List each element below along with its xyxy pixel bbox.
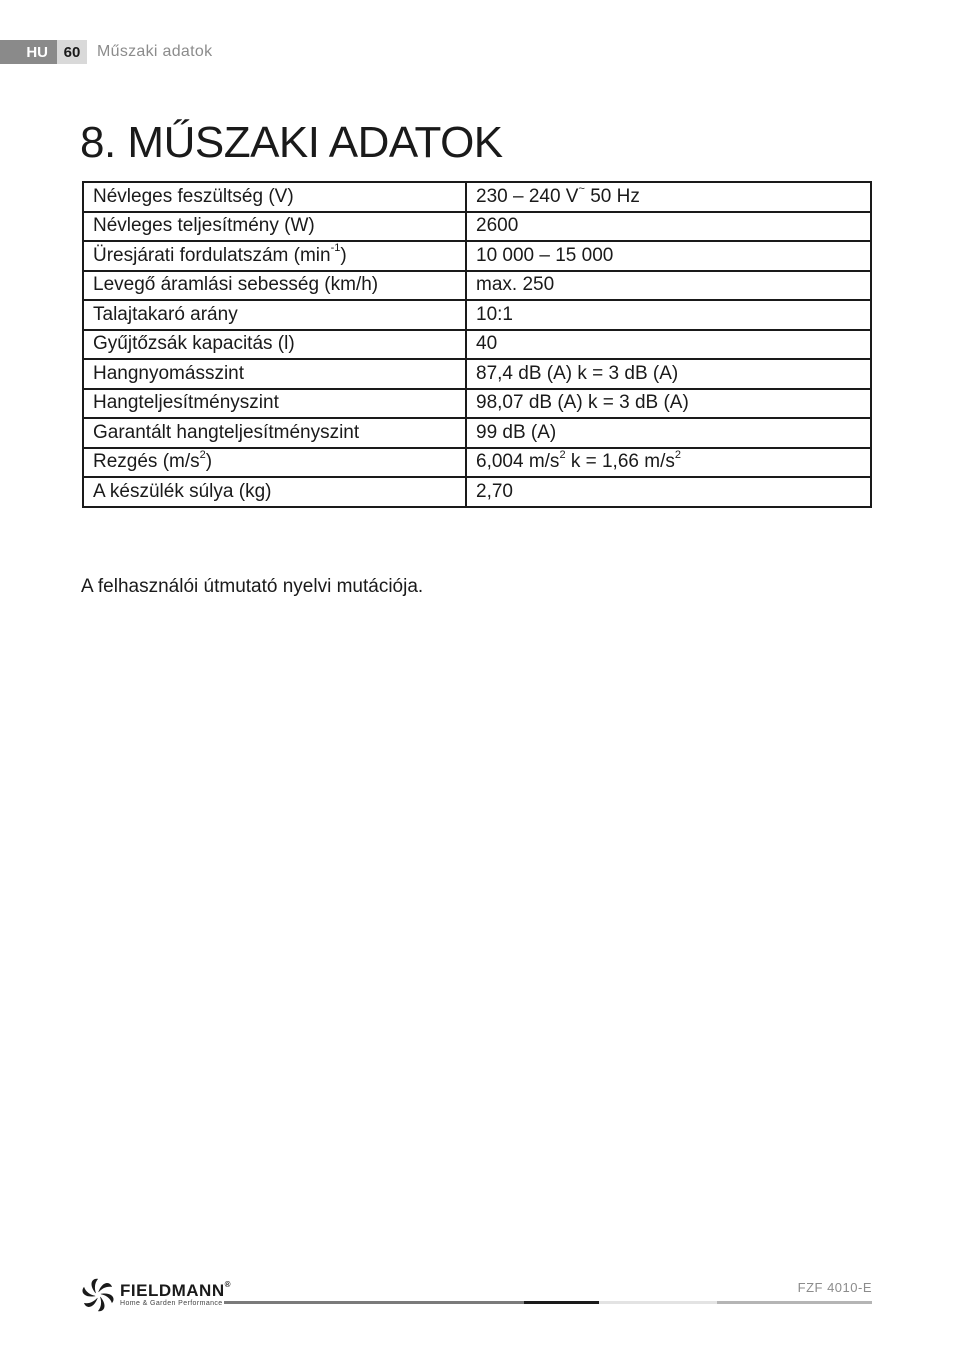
table-row (83, 389, 871, 419)
spec-label: A készülék súlya (kg) (83, 477, 466, 507)
spec-label: Talajtakaró arány (83, 300, 466, 330)
spec-label: Hangteljesítményszint (83, 389, 466, 419)
brand-logo (81, 1278, 231, 1312)
spec-value: max. 250 (466, 271, 871, 301)
model-number: FZF 4010-E (797, 1280, 872, 1295)
table-row (83, 448, 871, 478)
spec-table (82, 181, 872, 508)
page-number: 60 (57, 40, 87, 64)
spec-value: 10 000 – 15 000 (466, 241, 871, 271)
spec-value: 40 (466, 330, 871, 360)
spec-value: 2,70 (466, 477, 871, 507)
table-row (83, 418, 871, 448)
spec-label: Gyűjtőzsák kapacitás (l) (83, 330, 466, 360)
table-row (83, 212, 871, 242)
spec-label: Névleges teljesítmény (W) (83, 212, 466, 242)
footer-divider-4 (717, 1301, 872, 1304)
table-row (83, 300, 871, 330)
spec-value: 230 – 240 V~ 50 Hz (466, 182, 871, 212)
spec-value: 87,4 dB (A) k = 3 dB (A) (466, 359, 871, 389)
footer-divider-1 (224, 1301, 524, 1304)
spec-value: 98,07 dB (A) k = 3 dB (A) (466, 389, 871, 419)
table-row (83, 271, 871, 301)
table-row (83, 241, 871, 271)
brand-tagline: Home & Garden Performance (120, 1300, 223, 1307)
table-row (83, 359, 871, 389)
ac-symbol: ~ (578, 183, 585, 196)
spec-value: 6,004 $m/s^2$ k = 1,66 $m/s^2$ (466, 448, 871, 478)
registered-mark: ® (224, 1280, 232, 1290)
language-note: A felhasználói útmutató nyelvi mutációja. (81, 576, 424, 597)
spec-label: Garantált hangteljesítményszint (83, 418, 466, 448)
table-row (83, 477, 871, 507)
spec-label: Névleges feszültség (V) (83, 182, 466, 212)
brand-name: FIELDMANN (120, 1281, 225, 1300)
spec-label: Rezgés $(m/s^2)$ (83, 448, 466, 478)
spec-label: Üresjárati fordulatszám $(\min^{-1})$ (83, 241, 466, 271)
spec-value: 10:1 (466, 300, 871, 330)
language-badge: HU (0, 40, 57, 64)
table-row (83, 330, 871, 360)
spec-label: Hangnyomásszint (83, 359, 466, 389)
footer-divider-2 (524, 1301, 599, 1304)
page-header (0, 40, 212, 64)
spec-value: 2600 (466, 212, 871, 242)
section-name: Műszaki adatok (97, 43, 213, 60)
spec-label: Levegő áramlási sebesség (km/h) (83, 271, 466, 301)
footer-divider-3 (599, 1301, 717, 1304)
spec-value: 99 dB (A) (466, 418, 871, 448)
page-title: 8. MŰSZAKI ADATOK (80, 118, 503, 167)
table-row (83, 182, 871, 212)
fieldmann-fan-logo-icon (81, 1278, 115, 1312)
